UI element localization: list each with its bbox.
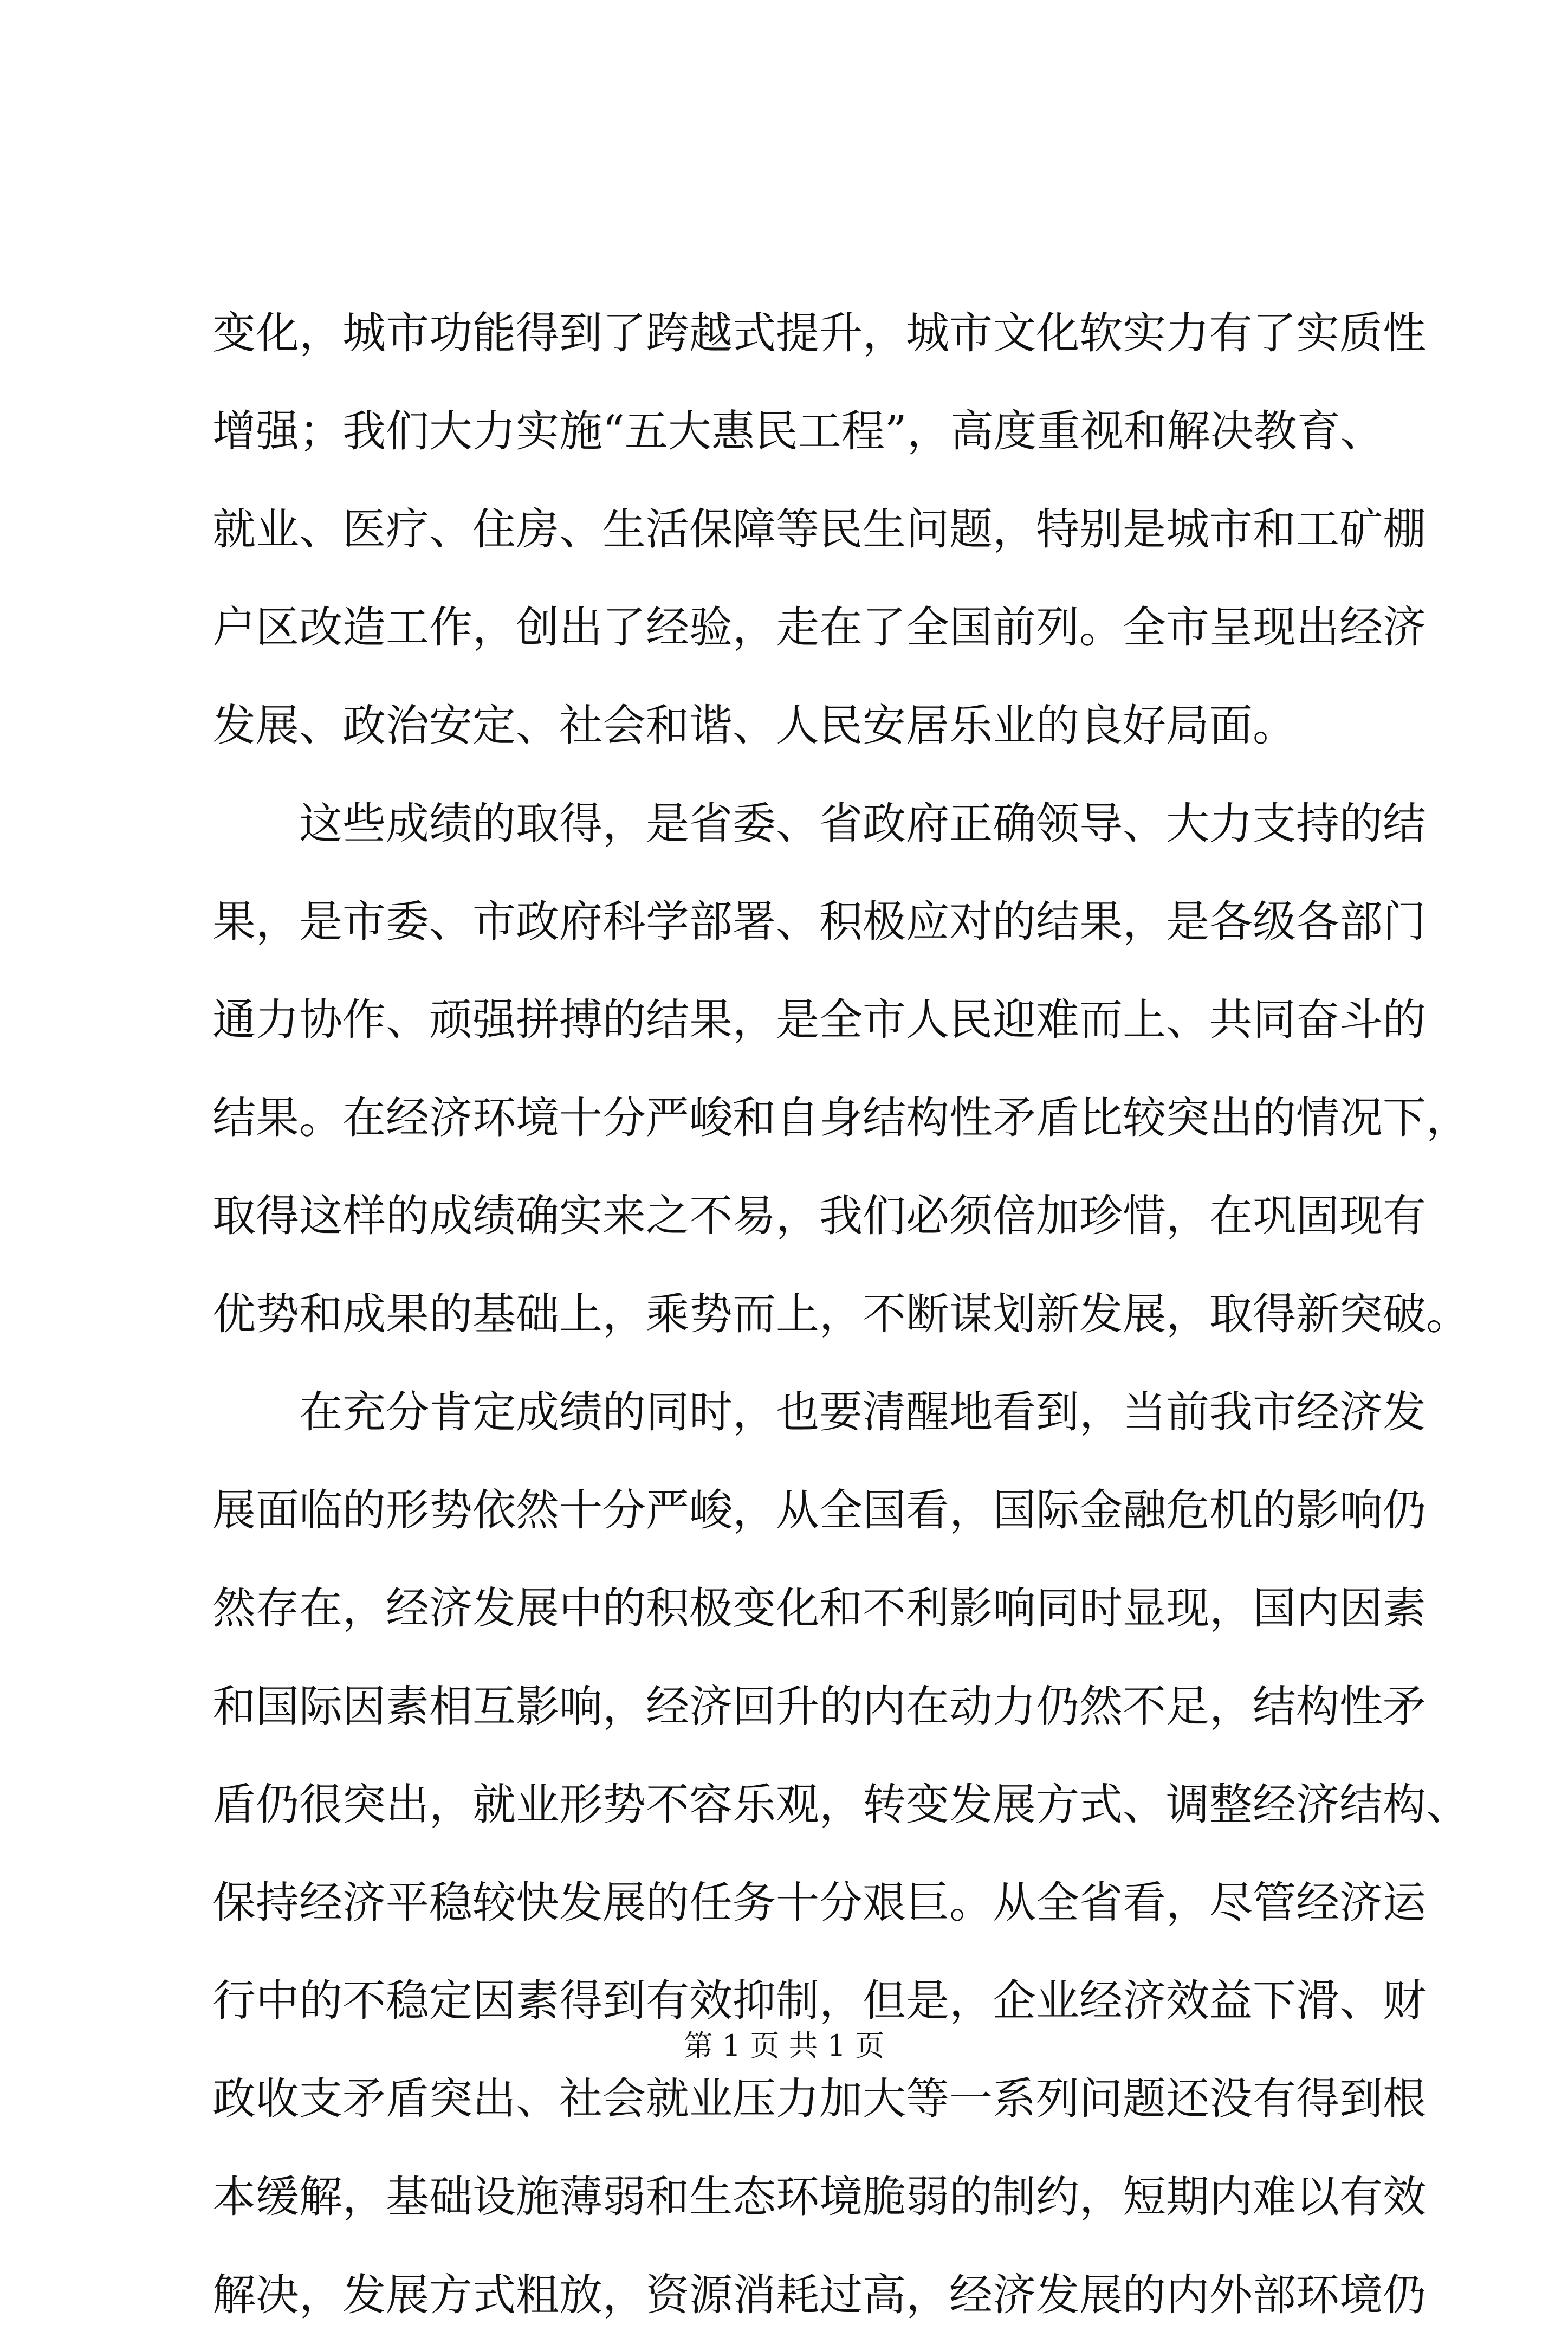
page-number-footer: 第 1 页 共 1 页 <box>683 2029 885 2063</box>
text-line: 取得这样的成绩确实来之不易，我们必须倍加珍惜，在巩固现有 <box>212 1191 1426 1241</box>
text-line: 行中的不稳定因素得到有效抑制，但是，企业经济效益下滑、财 <box>212 1975 1426 2026</box>
text-line: 本缓解，基础设施薄弱和生态环境脆弱的制约，短期内难以有效 <box>212 2172 1426 2222</box>
text-line: 和国际因素相互影响，经济回升的内在动力仍然不足，结构性矛 <box>212 1681 1426 1732</box>
paragraph-first-line: 这些成绩的取得，是省委、省政府正确领导、大力支持的结 <box>299 798 1426 849</box>
text-line: 果，是市委、市政府科学部署、积极应对的结果，是各级各部门 <box>212 896 1426 947</box>
text-line: 保持经济平稳较快发展的任务十分艰巨。从全省看，尽管经济运 <box>212 1877 1426 1928</box>
text-line: 增强；我们大力实施“五大惠民工程”，高度重视和解决教育、 <box>212 406 1384 456</box>
text-line: 解决，发展方式粗放，资源消耗过高，经济发展的内外部环境仍 <box>212 2270 1426 2320</box>
text-line: 发展、政治安定、社会和谐、人民安居乐业的良好局面。 <box>212 700 1296 751</box>
text-line: 户区改造工作，创出了经验，走在了全国前列。全市呈现出经济 <box>212 602 1426 653</box>
text-line: 政收支矛盾突出、社会就业压力加大等一系列问题还没有得到根 <box>212 2074 1426 2124</box>
text-line: 盾仍很突出，就业形势不容乐观，转变发展方式、调整经济结构、 <box>212 1779 1469 1830</box>
text-line: 通力协作、顽强拼搏的结果，是全市人民迎难而上、共同奋斗的 <box>212 995 1426 1045</box>
text-line: 变化，城市功能得到了跨越式提升，城市文化软实力有了实质性 <box>212 308 1426 358</box>
text-line: 就业、医疗、住房、生活保障等民生问题，特别是城市和工矿棚 <box>212 504 1426 554</box>
text-line: 然存在，经济发展中的积极变化和不利影响同时显现，国内因素 <box>212 1583 1426 1633</box>
paragraph-first-line: 在充分肯定成绩的同时，也要清醒地看到，当前我市经济发 <box>299 1387 1426 1437</box>
text-line: 优势和成果的基础上，乘势而上，不断谋划新发展，取得新突破。 <box>212 1289 1469 1339</box>
text-line: 展面临的形势依然十分严峻，从全国看，国际金融危机的影响仍 <box>212 1485 1426 1535</box>
text-line: 结果。在经济环境十分严峻和自身结构性矛盾比较突出的情况下， <box>212 1093 1469 1143</box>
